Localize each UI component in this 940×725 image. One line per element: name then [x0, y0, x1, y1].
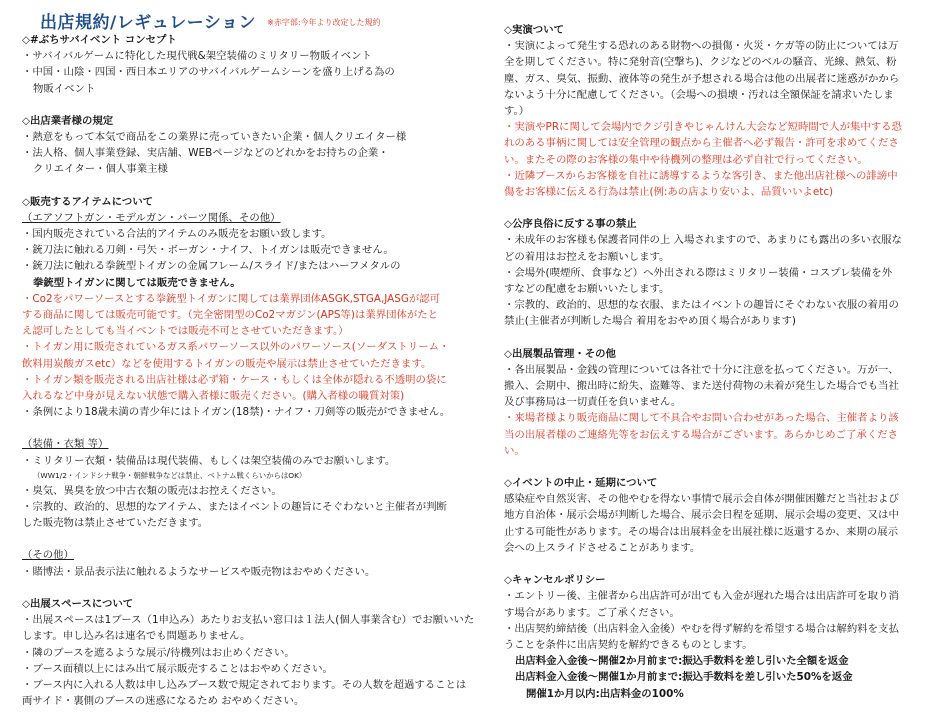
- regulation-line: ・銃刀法に触れる拳銃型トイガンの金属フレーム/スライド/またはハーフメタルの: [22, 260, 401, 273]
- regulation-line: ・銃刀法に触れる刀剣・弓矢・ボーガン・ナイフ、トイガンは販売できません。: [22, 244, 394, 257]
- regulation-line: 塵、ガス、臭気、振動、液体等の発生が予想される場合は他の出展者に迷惑がかから: [504, 72, 900, 85]
- regulation-line: ・ブース面積以上にはみ出て展示販売することはおやめください。: [22, 662, 333, 675]
- regulation-line: 地方自治体・展示会場が判断した場合、展示会日程を延期、展示会場の変更、又は中: [504, 509, 899, 522]
- regulation-section: [22, 436, 484, 531]
- regulation-section: [504, 572, 918, 702]
- regulation-line: ・実演によって発生する恐れのある財物への損傷・火災・ケガ等の防止については万: [504, 40, 899, 53]
- regulation-line: 会への上スライドさせることがあります。: [504, 541, 701, 554]
- regulation-line: ・実演やPRに関して会場内でクジ引きやじゃんけん大会など短時間で人が集中する恐: [504, 121, 902, 134]
- regulation-line: ・法人格、個人事業登録、実店舗、WEBページなどのどれかをお持ちの企業・: [22, 147, 389, 160]
- section-heading: ◇出展スペースについて: [22, 597, 134, 610]
- regulation-line: 傷をお客様に伝える行為は禁止(例:あの店より安いよ、品質いいよetc): [504, 186, 834, 199]
- regulation-line: ないよう十分に配慮してください。（会場への損壊・汚れは全額保証を請求いたしま: [504, 88, 894, 101]
- regulation-line: ・国内販売されている合法的アイテムのみ販売をお願い致します。: [22, 228, 332, 241]
- section-heading: ◇実演ついて: [504, 24, 564, 36]
- regulation-line: した販売物は禁止させていただきます。: [22, 517, 209, 530]
- regulation-line: ・条例により18歳未満の青少年にはトイガン(18禁)・ナイフ・刀剣等の販売ができません。: [22, 406, 451, 419]
- regulation-line: 止する可能性があります。その場合は出展料金を出展社様に返還するか、来期の展示: [504, 525, 899, 538]
- regulation-line: 搬入、会期中、搬出時に紛失、盗難等、また送付荷物の未着が発生した場合でも当社: [504, 380, 899, 393]
- regulation-line: 全を期してください。特に発射音(空撃ち)、クジなどのベルの騒音、光線、熱気、粉: [504, 56, 897, 69]
- regulation-line: ・各出展製品・金銭の管理については各社で十分に注意を払ってください。万が一、: [504, 363, 899, 376]
- regulation-section: [22, 547, 484, 579]
- regulation-line: 入れるなど中身が見えない状態で購入者様に販売ください。(購入者様の職質対策): [22, 390, 405, 403]
- regulation-line: する商品に関しては販売可能です。（完全密閉型のCo2マガジン(APS等)は業界団体がたと: [22, 309, 439, 322]
- regulation-line: 物販イベント: [33, 82, 96, 95]
- regulation-line: 両サイド・裏側のブースの迷惑になるため おやめください。: [22, 695, 305, 708]
- regulation-line: ・会場外(喫煙所、食事など）へ外出される際はミリタリー装備・コスプレ装備を外: [504, 266, 893, 279]
- regulation-line: ・トイガン類を販売される出店社様は必ず箱・ケース・もしくは全体が隠れる不透明の袋に: [22, 373, 447, 386]
- right-column: [504, 22, 918, 718]
- regulation-line: どの着用はお控えをお願いします。: [504, 250, 670, 263]
- regulation-line: 当の出展者様のご連絡先等をお伝えする場合がございます。あらかじめご了承くださ: [504, 428, 899, 441]
- regulation-line: ・未成年のお客様も保護者同伴の上 入場されますので、あまりにも露出の多い衣服な: [504, 234, 902, 247]
- regulation-line: 開催1か月以内:出店料金の100%: [526, 687, 684, 700]
- regulation-section: [22, 194, 484, 421]
- regulation-line: え認可したとしても当イベントでは販売不可とさせていただきます。）: [22, 325, 349, 338]
- regulation-line: れのある事柄に関しては安全管理の観点から主催者へ必ず報告・許可を求めてくださ: [504, 137, 899, 150]
- regulation-line: 感染症や自然災害、その他やむを得ない事情で展示会自体が開催困難だと当社および: [504, 493, 899, 506]
- regulation-line: い。: [504, 444, 525, 457]
- section-heading: ◇キャンセルポリシー: [504, 574, 606, 587]
- regulation-section: [22, 113, 484, 178]
- regulation-line: ・近隣ブースからお客様を自社に誘導するような客引き、また他出店社様への誹謗中: [504, 169, 898, 182]
- regulation-section: [22, 32, 484, 97]
- regulation-line: 禁止(主催者が判断した場合 着用をおやめ頂く場合があります): [504, 315, 796, 328]
- regulation-line: 出店料金入金後～開催1か月前まで:振込手数料を差し引いた50%を返金: [515, 671, 853, 684]
- regulation-line: 出店料金入金後～開催2か月前まで:振込手数料を差し引いた全額を返金: [515, 655, 849, 668]
- regulation-line: 拳銃型トイガンに関しては販売できません。: [33, 276, 241, 289]
- regulation-section: [22, 596, 484, 709]
- regulation-line: ・宗教的、政治的、思想的なアイテム、またはイベントの趣旨にそぐわないと主催者が判断: [22, 501, 447, 514]
- regulation-line: （その他）: [22, 549, 74, 562]
- regulation-line: すなどの配慮をお願いいたします。: [504, 283, 670, 296]
- regulation-line: ・熱意をもって本気で商品をこの業界に売っていきたい企業・個人クリエイター様: [22, 131, 407, 144]
- page-title: 出店規約/レギュレーション: [40, 13, 257, 33]
- regulation-line: ・ミリタリー衣類・装備品は現代装備、もしくは架空装備のみでお願いします。: [22, 454, 396, 467]
- regulation-line: ・出展スペースは1ブース（1申込み）あたりお支払い窓口は１法人(個人事業含む）でお願いいた: [22, 614, 475, 627]
- regulation-line: ・隣のブースを遮るような展示/待機列はお止めください。: [22, 646, 295, 659]
- regulation-line: ・中国・山陰・四国・西日本エリアのサバイバルゲームシーンを盛り上げる為の: [22, 66, 395, 79]
- page-header: [40, 8, 381, 32]
- regulation-line: （装備・衣類 等）: [22, 438, 109, 451]
- section-heading: ◇イベントの中止・延期について: [504, 477, 658, 490]
- section-heading: ◇販売するアイテムについて: [22, 195, 154, 208]
- left-column: [22, 32, 484, 725]
- regulation-line: 飲料用炭酸ガスetc）などを使用するトイガンの販売や展示は禁止させていただきます。: [22, 357, 432, 370]
- regulation-line: ・宗教的、政治的、思想的な衣服、またはイベントの趣旨にそぐわない衣服の着用の: [504, 299, 899, 312]
- section-heading: ◇出店業者様の規定: [22, 114, 114, 127]
- regulation-line: ・サバイバルゲームに特化した現代戦&架空装備のミリタリー物販イベント: [22, 50, 372, 63]
- regulation-line: い。またその際のお客様の集中や待機列の整理は必ず自社で行ってください。: [504, 153, 868, 166]
- regulation-line: します。申し込み名は連名でも問題ありません。: [22, 630, 251, 643]
- revision-note: ※赤字部:今年より改定した規約: [267, 18, 381, 27]
- regulation-line: す場合があります。ご了承ください。: [504, 606, 680, 619]
- regulation-line: ・臭気、異臭を放つ中古衣類の販売はお控えください。: [22, 484, 282, 497]
- section-heading: ◇出展製品管理・その他: [504, 347, 616, 360]
- regulation-section: [504, 22, 918, 200]
- regulation-section: [504, 346, 918, 459]
- regulation-line: ・エントリー後、主催者から出店許可が出ても入金が遅れた場合は出店許可を取り消: [504, 590, 899, 603]
- regulation-line: ・賭博法・景品表示法に触れるようなサービスや販売物はおやめください。: [22, 565, 376, 578]
- regulation-line: （エアソフトガン・モデルガン・パーツ関係、その他）: [22, 211, 281, 224]
- regulation-line: ・トイガン用に販売されているガス系パワーソース以外のパワーソース(ソーダストリーム・: [22, 341, 450, 354]
- regulation-line: （WW1/2・インドシナ戦争・朝鮮戦争などは禁止、ベトナム戦くらいからはOK）: [33, 470, 307, 480]
- regulation-line: うことを条件に出店契約を解約できるものとします。: [504, 638, 753, 651]
- section-heading: ◇#ぶちサバイベント コンセプト: [22, 34, 177, 46]
- regulation-section: [504, 475, 918, 556]
- regulation-section: [504, 216, 918, 329]
- regulation-line: ・Co2をパワーソースとする拳銃型トイガンに関しては業界団体ASGK,STGA,JASGが認可: [22, 292, 441, 305]
- regulation-line: ・ブース内に入れる人数は申し込みブース数で規定されております。その人数を超過することは: [22, 678, 467, 691]
- section-heading: ◇公序良俗に反する事の禁止: [504, 218, 637, 231]
- regulation-line: ・出店契約締結後（出店料金入金後）やむを得ず解約を希望する場合は解約料を支払: [504, 622, 899, 635]
- regulation-line: クリエイター・個人事業主様: [33, 163, 168, 176]
- regulation-line: す。）: [504, 105, 530, 118]
- regulation-line: ・来場者様より販売商品に関して不具合やお問い合わせがあった場合、主催者より該: [504, 412, 899, 425]
- regulation-line: 及び事務局は一切責任を負いません。: [504, 396, 682, 409]
